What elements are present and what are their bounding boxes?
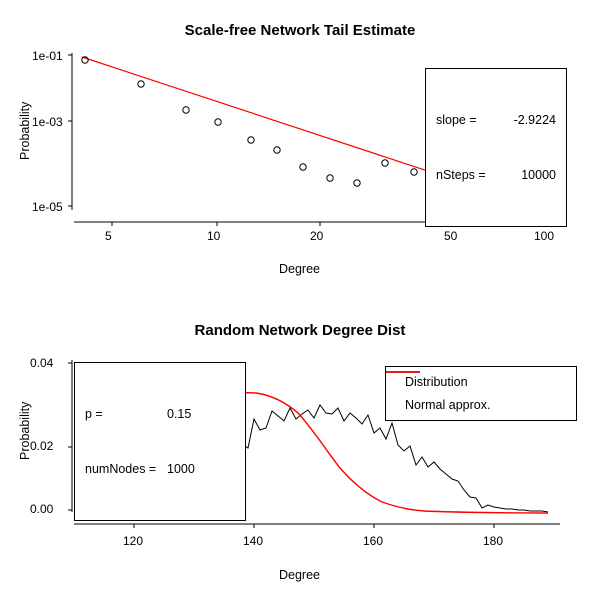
panel1-nsteps-label: nSteps = — [436, 167, 486, 182]
panel2-p-label: p = — [85, 407, 103, 422]
panel1-ytick-1: 1e-03 — [32, 115, 63, 129]
panel2-xtick-0: 120 — [123, 534, 144, 548]
panel1-slope-label: slope = — [436, 113, 477, 128]
legend-entry-normal-approx — [396, 398, 566, 412]
panel1-xtick-1: 10 — [207, 229, 221, 243]
legend-line-normal-approx — [386, 367, 420, 377]
panel1-x-axis-label: Degree — [279, 262, 320, 276]
panel2-ytick-2: 0.04 — [30, 356, 54, 370]
panel1-slope-value: -2.9224 — [513, 113, 556, 128]
panel-random-network — [0, 300, 600, 600]
panel2-p-value: 0.15 — [167, 407, 192, 422]
panel1-annotation-box — [425, 68, 567, 227]
panel2-ytick-1: 0.02 — [30, 439, 54, 453]
panel2-ytick-0: 0.00 — [30, 502, 54, 516]
panel2-xtick-2: 160 — [363, 534, 384, 548]
panel2-y-axis-label: Probability — [18, 401, 32, 460]
panel1-xtick-3: 50 — [444, 229, 458, 243]
legend-entry-distribution — [396, 375, 566, 389]
panel1-y-axis-label: Probability — [18, 101, 32, 160]
panel2-numnodes-label: numNodes = — [85, 461, 157, 476]
panel2-annotation-box — [74, 362, 246, 521]
panel1-nsteps-value: 10000 — [521, 167, 556, 182]
panel2-x-axis-label: Degree — [279, 568, 320, 582]
panel2-numnodes-value: 1000 — [167, 461, 195, 476]
panel1-ytick-0: 1e-01 — [32, 49, 63, 63]
panel2-xtick-1: 140 — [243, 534, 264, 548]
panel2-xtick-3: 180 — [483, 534, 504, 548]
panel1-xtick-0: 5 — [105, 229, 112, 243]
panel1-xtick-2: 20 — [310, 229, 324, 243]
panel1-title: Scale-free Network Tail Estimate — [184, 22, 416, 39]
legend-label-normal-approx: Normal approx. — [405, 398, 491, 412]
panel2-title: Random Network Degree Dist — [194, 322, 406, 339]
legend-label-distribution: Distribution — [405, 375, 468, 389]
panel1-xtick-4: 100 — [534, 229, 555, 243]
panel2-legend — [385, 366, 577, 421]
panel1-ytick-2: 1e-05 — [32, 200, 63, 214]
